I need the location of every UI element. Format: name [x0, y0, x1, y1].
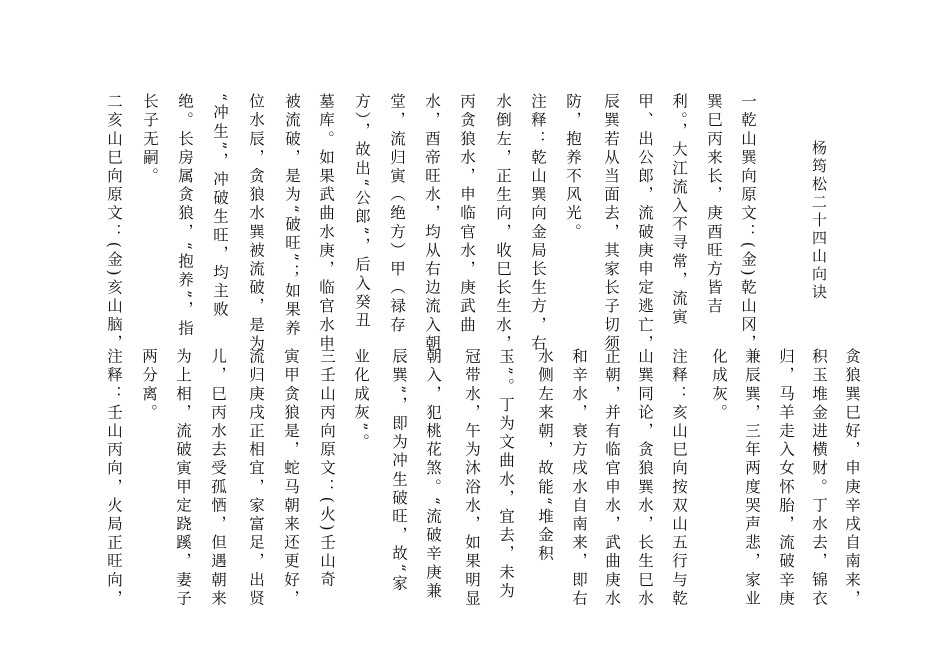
text-column: 长子无嗣。 — [141, 93, 159, 186]
text-column: 两分离。 — [140, 348, 158, 423]
text-column: 为上相，流破寅甲定跷蹊，妻子 — [174, 348, 192, 609]
text-column: 丙贪狼水，申临官水，庚武曲 — [458, 93, 476, 335]
text-column: 甲、出公郎，流破庚申定逃亡， — [636, 93, 654, 354]
text-column: 注释：壬山丙向，火局正旺向， — [105, 348, 123, 609]
text-column: 墓库。如果武曲水庚，临官水申 — [317, 93, 335, 354]
text-column: 积玉堆金进横财。丁水去，锦衣 — [810, 348, 828, 609]
text-column: 一乾山巽向原文：(金)乾山冈， — [739, 93, 757, 354]
text-column: 兼辰巽，三年两度哭声悲，家业 — [743, 348, 761, 609]
text-column: 方），故出“公郎”，后入癸丑 — [353, 93, 371, 331]
text-column: 正朝，并有临官申水，武曲庚水 — [603, 348, 621, 609]
text-column: “冲生”，冲破生旺，均主败 — [211, 93, 229, 320]
text-column: 辰巽若从当面去，其家长子切须 — [602, 93, 620, 354]
text-column: 注释：亥山巳向按双山五行与乾 — [670, 348, 688, 609]
text-column: 水，酉帝旺水，均从右边流入朝 — [423, 93, 441, 354]
text-column: 水倒左，正生向，收巳长生水， — [494, 93, 512, 354]
text-column: 化成灰。 — [710, 348, 728, 423]
text-column: 流归庚戌正相宜，家富足，出贤 — [247, 348, 265, 609]
text-column: 位水辰，贪狼水巽被流破，是为 — [247, 93, 265, 354]
text-column: 贪狼巽巳好，申庚辛戌自南来， — [843, 348, 861, 609]
text-column: 利。，大江流入不寻常，流寅 — [670, 93, 688, 328]
text-column: 朝入，犯桃花煞。“流破辛庚兼 — [424, 348, 442, 601]
text-column: 被流破，是为“破旺”；如果养 — [283, 93, 301, 339]
text-column: 辰巽”，即为冲生破旺，故“家 — [390, 348, 408, 594]
text-column: 注释：乾山巽向金局长生方，右 — [529, 93, 547, 354]
text-column: 儿，巳丙水去受孤恓，但遇朝来 — [209, 348, 227, 609]
text-column: 巽巳丙来长，庚酉旺方皆吉 — [705, 93, 723, 317]
text-column: 业化成灰”。 — [352, 348, 370, 453]
text-column: 绝。长房属贪狼，“抱养”，指 — [176, 93, 194, 339]
text-column: 堂，流归寅（绝方）甲（禄存 — [388, 93, 406, 335]
text-column: 玉”。丁为文曲水，宜去，未为 — [497, 348, 515, 601]
text-column: 寅甲贪狼是，蛇马朝来还更好， — [282, 348, 300, 609]
document-title: 杨筠松二十四山向诀 — [810, 140, 828, 302]
text-column: 水侧左来朝，故能“堆金积 — [536, 348, 554, 564]
text-column: 和辛水，衰方戌水自南来，即右 — [570, 348, 588, 609]
text-column: 三壬山丙向原文：(火)壬山奇 — [318, 348, 336, 590]
text-column: 归，马羊走入女怀胎，流破辛庚 — [777, 348, 795, 609]
text-column: 山巽同论，贪狼巽水，长生巳水 — [636, 348, 654, 609]
text-column: 防，抱养不风光。 — [564, 93, 582, 242]
text-column: 二亥山巳向原文：(金)亥山脑， — [105, 93, 123, 354]
text-column: 冠带水，午为沐浴水，如果明显 — [463, 348, 481, 609]
